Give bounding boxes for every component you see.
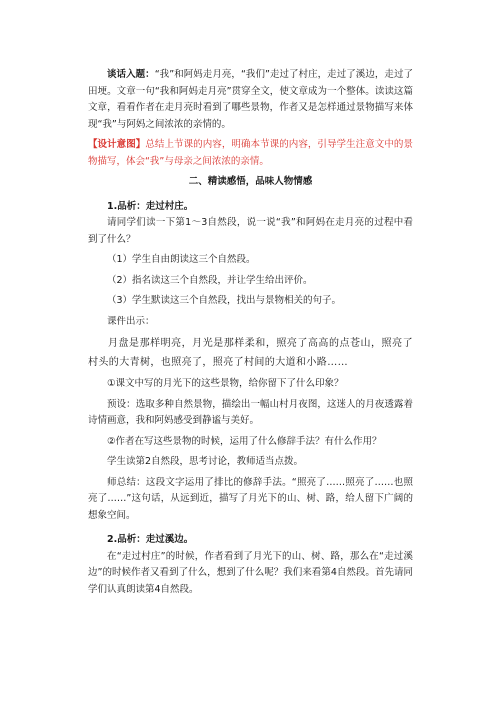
discussion-note: 学生读第2自然段，思考讨论，教师适当点拨。 xyxy=(107,456,304,467)
part2-text: 在“走过村庄”的时候，作者看到了月光下的山、树、路，那么在“走过溪边”的时候作者又看到了什么，想到了什么呢？我们来看第4自然段。首先请同学们认真朗读第4自然段。 xyxy=(88,550,413,595)
design-intent-text: 总结上节课的内容，明确本节课的内容，引导学生注意文中的景物描写，体会“我”与母亲之间浓浓的亲情。 xyxy=(88,139,413,167)
design-intent-label: 【设计意图】 xyxy=(88,139,146,150)
slide-quote: 月盘是那样明亮，月光是那样柔和，照亮了高高的点苍山，照亮了村头的大青树，也照亮了，照亮了村间的大道和小路…… xyxy=(88,338,413,368)
part2-heading: 2.品析：走过溪边。 xyxy=(107,534,194,545)
part1-step-2: （2）指名读这三个自然段，并让学生给出评价。 xyxy=(107,274,313,286)
document-body xyxy=(88,67,413,598)
design-intent-paragraph xyxy=(88,137,413,170)
intro-lead: 谈话入题： xyxy=(107,69,155,80)
question-2: ②作者在写这些景物的时候，运用了什么修辞手法？有什么作用？ xyxy=(107,435,382,447)
intro-text: “我”和阿妈走月亮，“我们”走过了村庄，走过了溪边，走过了田埂。文章一句“我和阿妈走月亮”贯穿全文，使文章成为一个整体。读读这篇文章，看看作者在走月亮时看到了哪些景物，作者又是怎样通过景物描写来体现“我”与阿妈之间浓浓的亲情的。 xyxy=(88,69,413,130)
part1-step-1: （1）学生自由朗读这三个自然段。 xyxy=(107,254,256,265)
section-title: 二、精读感悟，品味人物情感 xyxy=(188,176,313,187)
part1-heading: 1.品析：走过村庄。 xyxy=(107,200,194,212)
part1-prompt: 请同学们读一下第1～3自然段，说一说“我”和阿妈在走月亮的过程中看到了什么？ xyxy=(88,217,413,245)
question-1: ①课文中写的月光下的这些景物，给你留下了什么印象？ xyxy=(107,378,344,389)
slide-label: 课件出示： xyxy=(107,315,155,327)
part1-step-3: （3）学生默读这三个自然段，找出与景物相关的句子。 xyxy=(107,295,342,306)
intro-paragraph xyxy=(88,67,413,133)
teacher-summary: 师总结：这段文字运用了排比的修辞手法。“照亮了……照亮了……也照亮了……”这句话，从远到近，描写了月光下的山、树、路，给人留下广阔的想象空间。 xyxy=(88,476,413,521)
preset-answer: 预设：选取多种自然景物，描绘出一幅山村月夜图，这迷人的月夜透露着诗情画意，我和阿妈感受到静谧与美好。 xyxy=(88,398,413,426)
